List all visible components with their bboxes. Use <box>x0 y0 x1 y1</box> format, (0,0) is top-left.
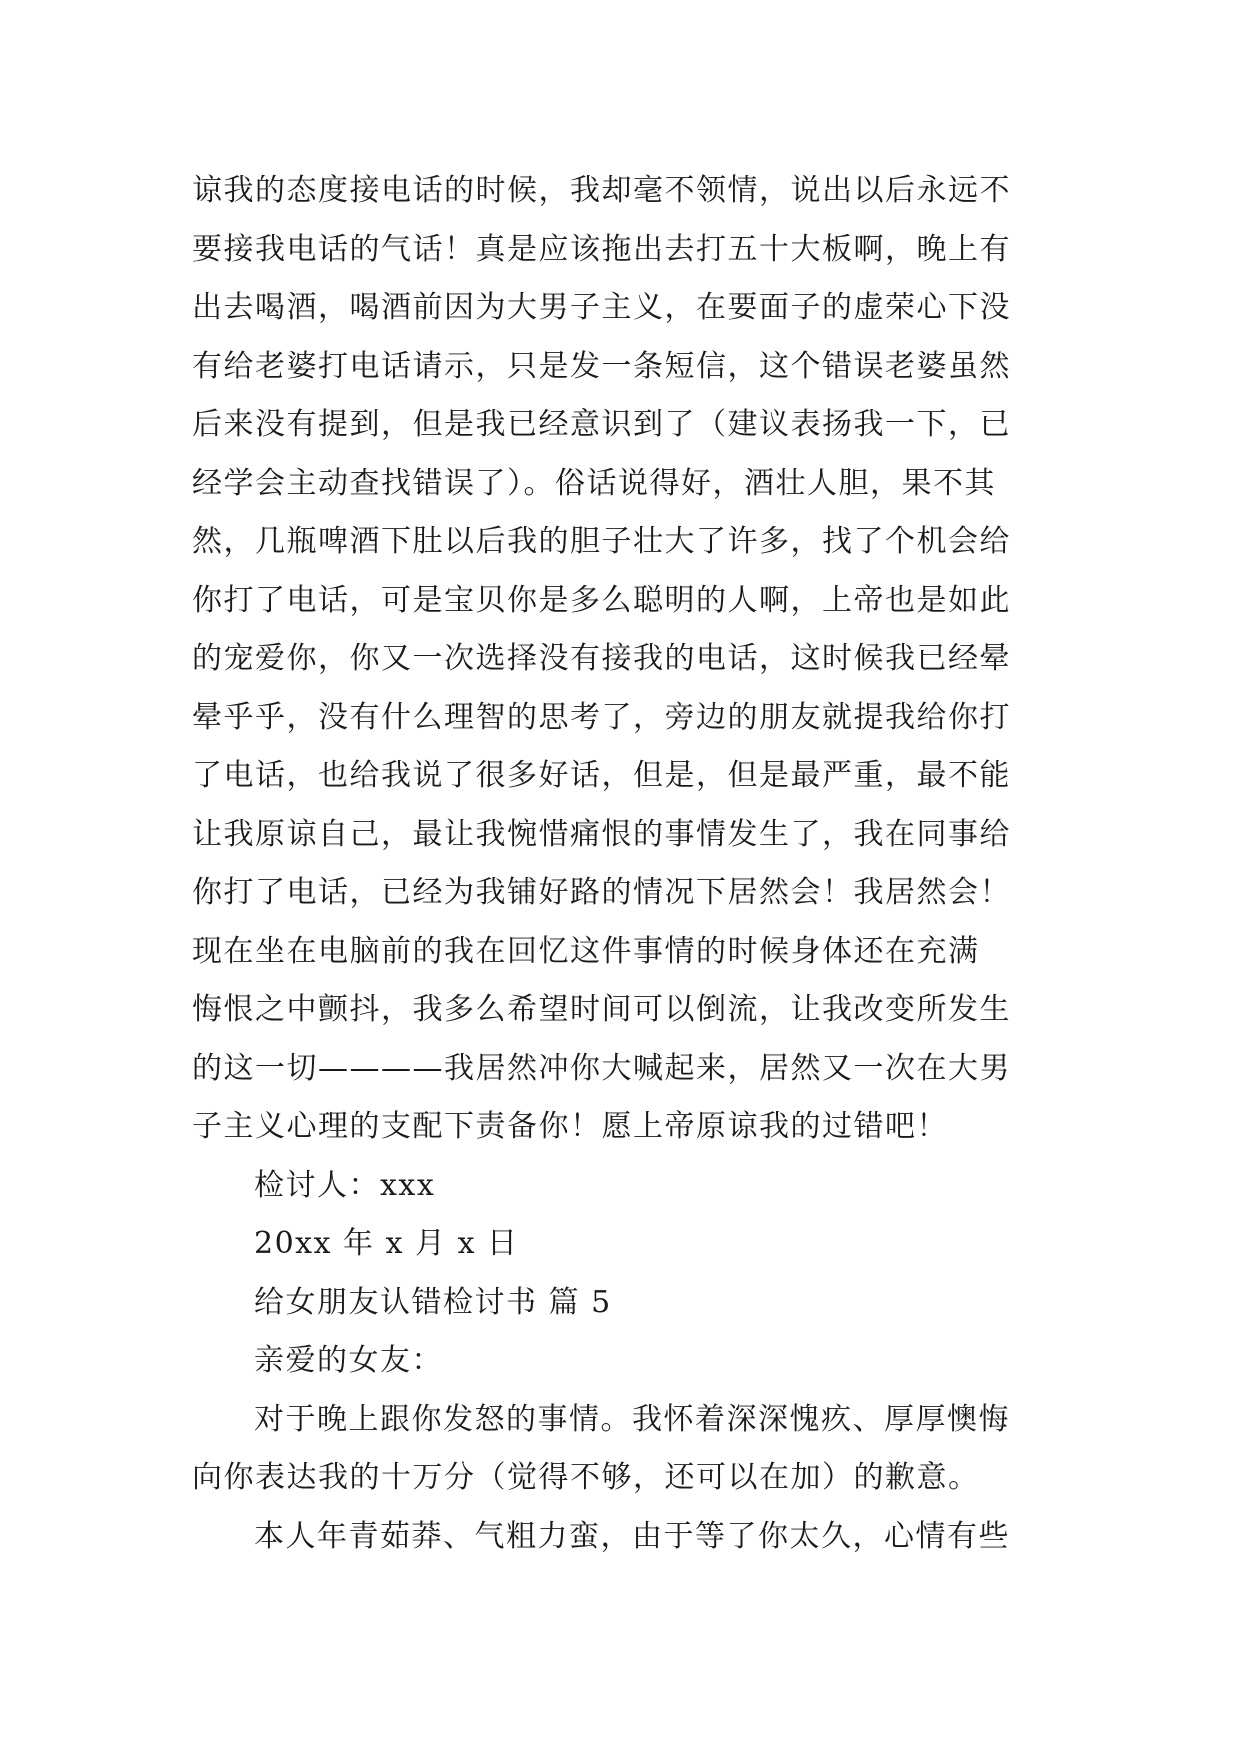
text-line: 的这一切————我居然冲你大喊起来，居然又一次在大男 <box>192 1050 1011 1086</box>
section-title: 给女朋友认错检讨书 篇 5 <box>254 1284 612 1320</box>
text-line: 子主义心理的支配下责备你！愿上帝原谅我的过错吧！ <box>192 1109 948 1144</box>
text-line: 出去喝酒，喝酒前因为大男子主义，在要面子的虚荣心下没 <box>192 290 1011 325</box>
text-line: 经学会主动查找错误了）。俗话说得好，酒壮人胆，果不其 <box>192 465 996 501</box>
text-line: 了电话，也给我说了很多好话，但是，但是最严重，最不能 <box>192 758 1011 793</box>
text-line: 然，几瓶啤酒下肚以后我的胆子壮大了许多，找了个机会给 <box>192 524 1011 559</box>
text-line: 有给老婆打电话请示，只是发一条短信，这个错误老婆虽然 <box>192 348 1011 384</box>
text-line: 谅我的态度接电话的时候，我却毫不领情，说出以后永远不 <box>192 173 1011 208</box>
text-line: 本人年青茹莽、气粗力蛮，由于等了你太久，心情有些 <box>254 1518 1010 1554</box>
text-line: 晕乎乎，没有什么理智的思考了，旁边的朋友就提我给你打 <box>192 699 1011 735</box>
text-line: 悔恨之中颤抖，我多么希望时间可以倒流，让我改变所发生 <box>192 992 1011 1027</box>
date-line: 20xx 年 x 月 x 日 <box>254 1226 519 1261</box>
text-line: 的宠爱你，你又一次选择没有接我的电话，这时候我已经晕 <box>192 641 1011 676</box>
text-line: 后来没有提到，但是我已经意识到了（建议表扬我一下，已 <box>192 407 1011 442</box>
text-line: 现在坐在电脑前的我在回忆这件事情的时候身体还在充满 <box>192 933 980 969</box>
text-line: 你打了电话，已经为我铺好路的情况下居然会！我居然会！ <box>192 875 1011 910</box>
text-line: 让我原谅自己，最让我惋惜痛恨的事情发生了，我在同事给 <box>192 816 1011 852</box>
text-line: 你打了电话，可是宝贝你是多么聪明的人啊，上帝也是如此 <box>192 582 1011 618</box>
document-body <box>192 162 1072 1566</box>
text-line: 向你表达我的十万分（觉得不够，还可以在加）的歉意。 <box>192 1460 980 1495</box>
signature-line: 检讨人：xxx <box>254 1167 436 1203</box>
text-line: 对于晚上跟你发怒的事情。我怀着深深愧疚、厚厚懊悔 <box>254 1401 1010 1437</box>
greeting-line: 亲爱的女友： <box>254 1343 443 1378</box>
text-line: 要接我电话的气话！真是应该拖出去打五十大板啊，晚上有 <box>192 231 1011 267</box>
